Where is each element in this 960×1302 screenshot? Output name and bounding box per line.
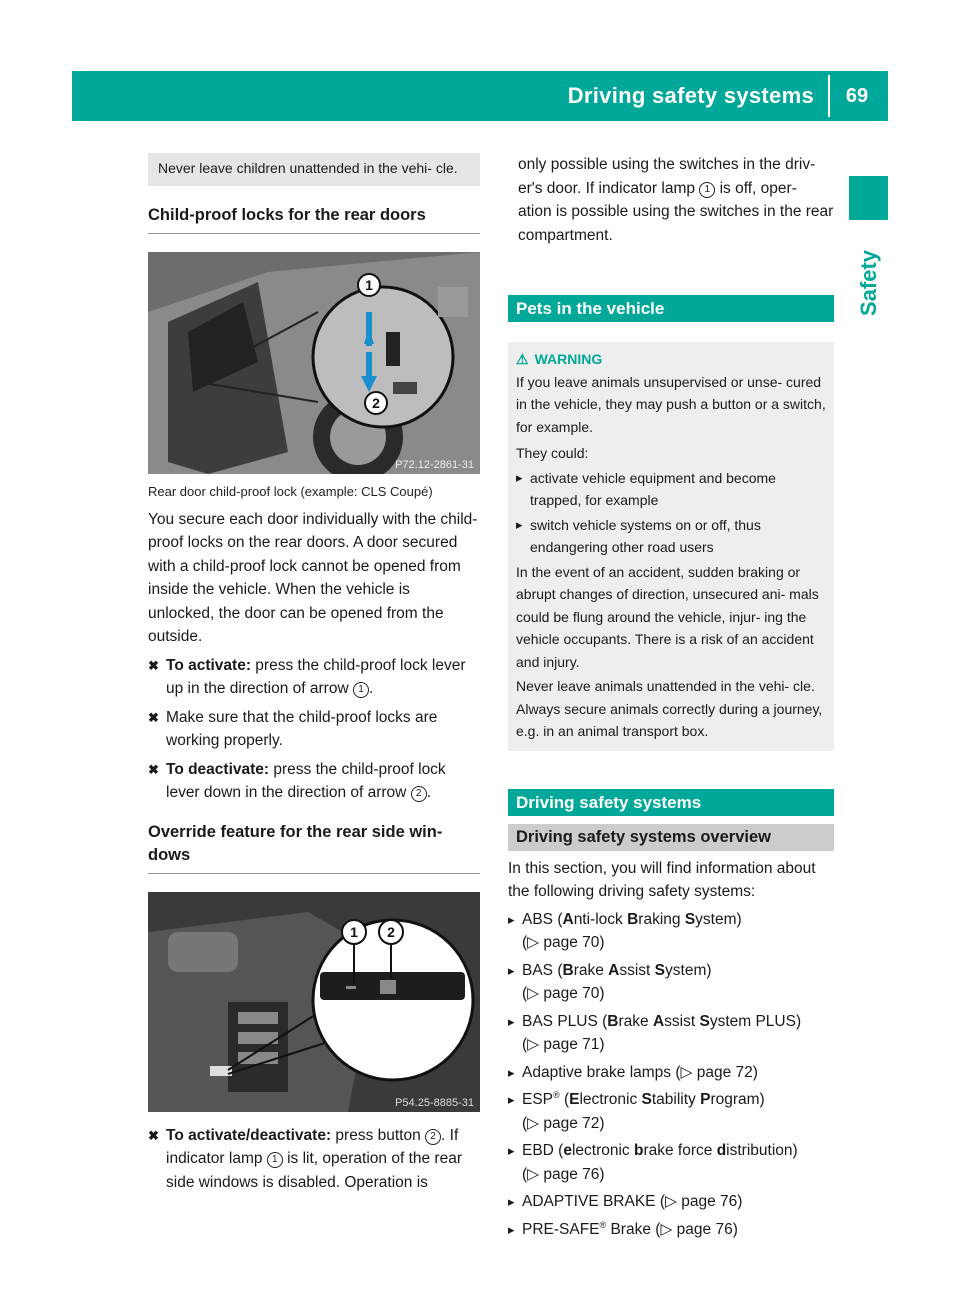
step-marker-icon: ✖ — [148, 709, 159, 725]
system-text: A — [652, 1012, 665, 1030]
system-text: b — [634, 1142, 644, 1159]
warning-bullet — [516, 514, 826, 559]
callout-2-label: 2 — [372, 394, 380, 411]
step-text-end: . — [426, 784, 431, 801]
system-text: EBD ( — [522, 1142, 564, 1159]
step-label: To deactivate: — [166, 760, 270, 778]
side-marker — [849, 176, 888, 220]
override-image — [148, 892, 480, 1112]
paragraph-child-locks: You secure each door individually with the child-proof locks on the rear doors. A door secured with a child-proof lock cannot be opened from inside the vehicle. When the vehicle is unlocked, the door can be opened from the outside. — [148, 510, 478, 645]
system-list-item — [508, 1139, 834, 1186]
system-text: S — [641, 1091, 652, 1108]
bullet-icon: ▸ — [508, 1143, 515, 1158]
system-text: d — [716, 1142, 727, 1159]
header-title: Driving safety systems — [567, 83, 814, 108]
system-text: raking — [638, 910, 685, 928]
system-list-item — [508, 1088, 834, 1135]
continued-text-end: is off, oper- ation is possible using the switches in the rear compartment. — [518, 179, 834, 244]
system-text: A — [608, 961, 620, 979]
page-reference-link[interactable]: (▷ page 72) — [522, 1114, 605, 1132]
system-list-item — [508, 1010, 834, 1057]
system-text: B — [562, 961, 574, 979]
page-reference-link[interactable]: (▷ page 70) — [522, 934, 605, 951]
step-text: press the child-proof lock lever up in the direction of arrow — [166, 656, 466, 697]
system-text: lectronic — [571, 1142, 634, 1159]
system-text: S — [699, 1012, 710, 1030]
step-marker-icon: ✖ — [148, 761, 159, 777]
section-header-dss: Driving safety systems — [508, 789, 834, 816]
system-text: A — [562, 910, 574, 928]
system-text: ESP — [522, 1091, 554, 1108]
image-caption: Rear door child-proof lock (example: CLS Coupé) — [148, 483, 433, 499]
system-list-item — [508, 1190, 834, 1214]
system-text: S — [684, 910, 696, 928]
child-lock-image — [148, 252, 480, 474]
bullet-icon: ▸ — [508, 1092, 515, 1107]
warning-title: WARNING — [534, 351, 603, 367]
step-text: . If indicator lamp — [166, 1126, 459, 1167]
bullet-icon: ▸ — [508, 962, 515, 978]
step-text: Make sure that the child-proof locks are working properly. — [166, 708, 438, 749]
bullet-icon: ▸ — [508, 1194, 515, 1209]
warning-bullet-text: switch vehicle systems on or off, thus endangering other road users — [530, 516, 761, 555]
system-text: rake — [573, 961, 609, 979]
system-text: nti-lock — [573, 910, 628, 928]
page-reference-link[interactable]: (▷ page 71) — [522, 1036, 605, 1053]
left-column — [148, 153, 480, 1194]
section-header-pets: Pets in the vehicle — [508, 295, 834, 322]
note-text: Never leave children unattended in the vehi- cle. — [158, 160, 458, 176]
warning-para-2: They could: — [516, 445, 589, 461]
step-label: To activate/deactivate: — [166, 1126, 332, 1144]
system-text: B — [627, 910, 639, 928]
system-text: ssist — [664, 1012, 700, 1030]
continued-text: only possible using the switches in the driv- er's door. If indicator lamp — [518, 156, 816, 197]
page-number: 69 — [845, 85, 869, 107]
system-text: PRE-SAFE — [522, 1220, 600, 1238]
system-text: tability — [651, 1091, 701, 1108]
overview-intro: In this section, you will find information about the following driving safety systems: — [508, 859, 816, 900]
system-text: ystem) — [695, 910, 742, 928]
warning-triangle-icon: ⚠ — [516, 351, 529, 367]
step-text: press button — [331, 1126, 426, 1144]
warning-bullet — [516, 467, 826, 512]
header-divider — [828, 75, 830, 117]
callout-1-label: 1 — [365, 276, 373, 293]
warning-box — [508, 342, 834, 751]
circled-number: 2 — [425, 1129, 441, 1145]
warning-para-1: If you leave animals unsupervised or unse- cured in the vehicle, they may push a button or a switch, for example. — [516, 373, 826, 435]
step-override — [148, 1124, 480, 1195]
note-box — [148, 153, 480, 186]
system-text: istribution) — [726, 1142, 798, 1159]
system-text: BAS PLUS ( — [522, 1012, 608, 1030]
right-column — [508, 153, 834, 1241]
step-marker-icon: ✖ — [148, 657, 159, 673]
image-ref-1: P72.12-2861-31 — [395, 458, 474, 471]
continued-paragraph — [508, 153, 834, 247]
circled-number: 1 — [699, 182, 715, 198]
system-list-item — [508, 959, 834, 1006]
system-text: ystem PLUS) — [709, 1012, 802, 1030]
system-list-item — [508, 1061, 834, 1085]
callout-2-label: 2 — [387, 923, 395, 940]
system-text: E — [569, 1091, 580, 1108]
system-text: ( — [563, 1091, 570, 1108]
warning-para-4: Never leave animals unattended in the vehi- cle. Always secure animals correctly during a journey, e.g. in an animal transport box. — [516, 678, 823, 739]
system-text: rake force — [643, 1142, 717, 1159]
bullet-icon: ▸ — [508, 911, 515, 927]
system-text: rogram) — [710, 1091, 765, 1108]
circled-number: 1 — [267, 1152, 283, 1168]
circled-number: 1 — [353, 682, 369, 698]
image-ref-2: P54.25-8885-31 — [395, 1096, 474, 1109]
system-text: lectronic — [579, 1091, 642, 1108]
system-text: S — [654, 961, 666, 979]
step-text-end: . — [368, 680, 374, 697]
system-text: Adaptive brake lamps — [522, 1063, 672, 1081]
bullet-icon: ▸ — [516, 469, 523, 485]
step-check — [148, 706, 480, 753]
system-text: ssist — [619, 961, 655, 979]
systems-list — [508, 908, 834, 1242]
page-reference-link[interactable]: (▷ page 76) — [522, 1165, 605, 1183]
step-activate — [148, 654, 480, 701]
warning-heading — [516, 348, 826, 371]
section-title-child-locks: Child-proof locks for the rear doors — [148, 204, 480, 234]
step-text: press the child-proof lock lever down in the direction of arrow — [166, 760, 446, 801]
system-text: P — [700, 1091, 711, 1108]
callout-1-label: 1 — [350, 923, 358, 940]
page-reference-link[interactable]: (▷ page 72) — [675, 1063, 758, 1081]
step-label: To activate: — [166, 656, 251, 674]
system-text: ADAPTIVE BRAKE — [522, 1193, 656, 1210]
registered-mark: ® — [599, 1219, 607, 1230]
system-text: BAS ( — [522, 961, 563, 979]
circled-number: 2 — [411, 786, 427, 802]
bullet-icon: ▸ — [508, 1013, 515, 1029]
page-reference-link[interactable]: (▷ page 76) — [659, 1193, 743, 1210]
step-marker-icon: ✖ — [148, 1127, 159, 1143]
step-text: is lit, operation of the rear side windows is disabled. Operation is — [166, 1150, 463, 1191]
page-reference-link[interactable]: (▷ page 70) — [522, 985, 605, 1002]
side-tab-label: Safety — [855, 249, 881, 317]
page-reference-link[interactable]: (▷ page 76) — [655, 1220, 738, 1238]
system-text: rake — [618, 1012, 653, 1030]
warning-para-3: In the event of an accident, sudden braking or abrupt changes of direction, unsecured ani- mals could be flung around the vehicle, injur- ing the vehicle occupants. There is a risk of an accident and injury. — [516, 563, 819, 670]
system-text: ABS ( — [522, 910, 563, 928]
warning-bullet-text: activate vehicle equipment and become trapped, for example — [530, 469, 776, 508]
page-header — [72, 71, 888, 121]
section-title-override: Override feature for the rear side win- dows — [148, 821, 480, 874]
registered-mark: ® — [553, 1089, 560, 1100]
system-text: ystem) — [665, 961, 712, 979]
bullet-icon: ▸ — [516, 516, 523, 532]
system-text: e — [563, 1142, 572, 1159]
bullet-icon: ▸ — [508, 1064, 515, 1080]
system-text: Brake — [610, 1220, 651, 1238]
system-list-item — [508, 1218, 834, 1242]
system-text: B — [607, 1012, 619, 1030]
subsection-header-overview: Driving safety systems overview — [508, 824, 834, 851]
system-list-item — [508, 908, 834, 955]
side-tab — [849, 228, 888, 338]
step-deactivate — [148, 758, 480, 805]
bullet-icon: ▸ — [508, 1221, 515, 1237]
